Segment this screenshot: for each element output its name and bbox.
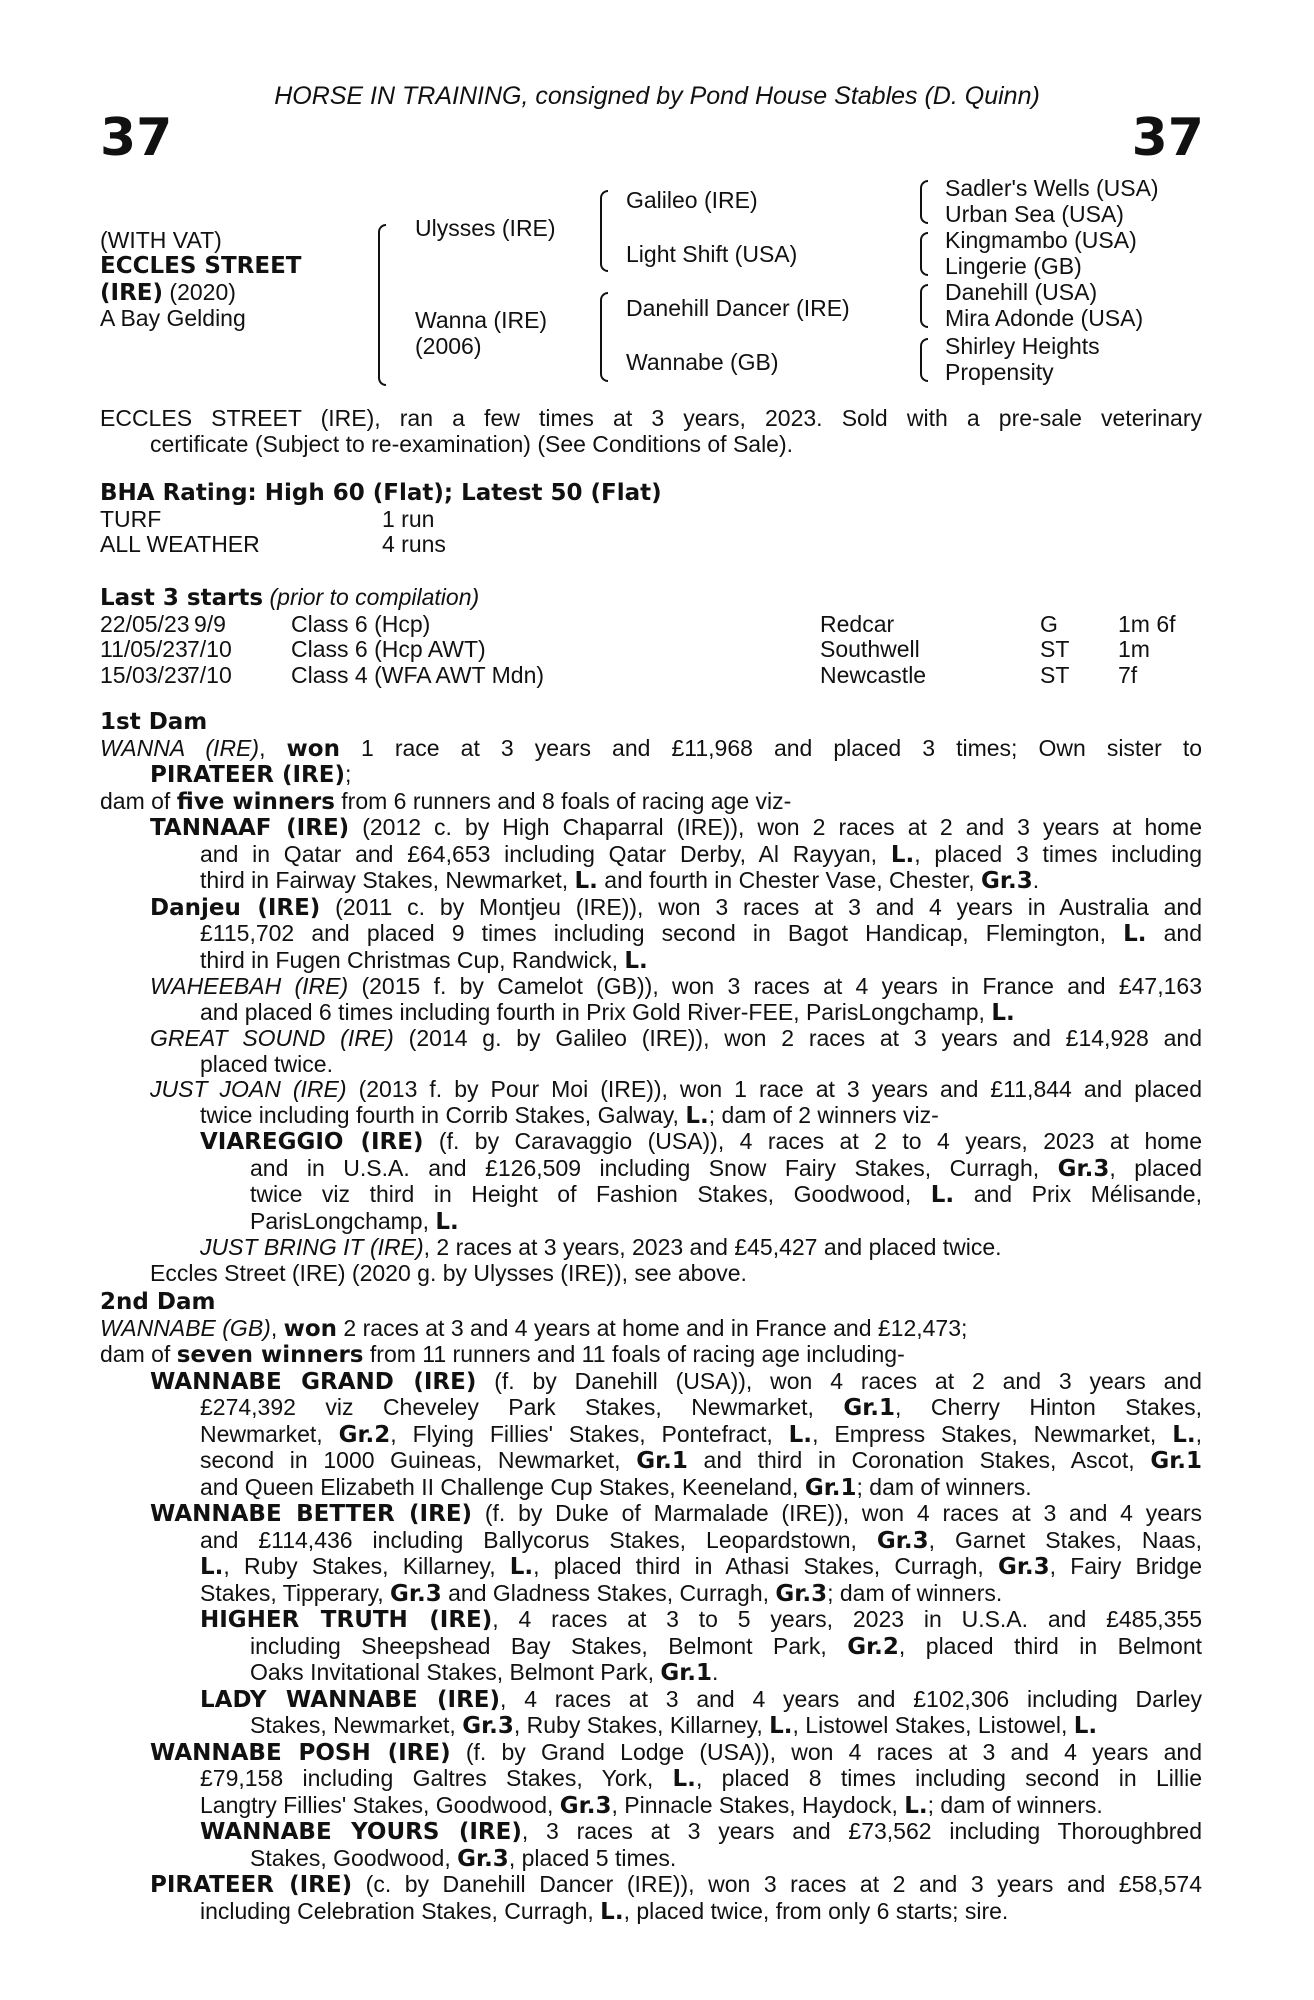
grade: L. xyxy=(509,1554,534,1580)
progeny-line-eccles: Eccles Street (IRE) (2020 g. by Ulysses (IRE)), see above. xyxy=(150,1259,747,1286)
progeny-name: Danjeu (IRE) xyxy=(150,894,321,921)
text: , 4 races at 3 to 5 years, 2023 in U.S.A. and £485,355 xyxy=(492,1606,1202,1632)
start-row xyxy=(100,612,1202,638)
grade: L. xyxy=(600,1898,624,1925)
start-going: ST xyxy=(1040,661,1070,688)
text: , placed 8 times including second in Lillie xyxy=(695,1765,1202,1791)
text: Stakes, Goodwood, xyxy=(250,1844,458,1871)
text: second in 1000 Guineas, Newmarket, xyxy=(200,1447,637,1473)
progeny-line xyxy=(100,1395,1202,1422)
grade: Gr.3 xyxy=(981,868,1033,894)
lot-number-right: 37 xyxy=(1131,108,1204,168)
last-starts-title-line xyxy=(100,585,1202,612)
dds: Shirley Heights xyxy=(945,333,1100,359)
progeny-line xyxy=(100,1766,1202,1793)
text: . xyxy=(712,1659,719,1685)
brace-2 xyxy=(920,232,928,276)
text: and fourth in Chester Vase, Chester, xyxy=(597,867,982,893)
text: , placed 5 times. xyxy=(508,1844,677,1871)
start-race: Class 4 (WFA AWT Mdn) xyxy=(291,661,545,688)
winners-count: five winners xyxy=(176,788,335,815)
rating-title: BHA Rating: High 60 (Flat); Latest 50 (Flat) xyxy=(100,480,662,506)
ssd: Urban Sea (USA) xyxy=(945,201,1124,227)
progeny-line xyxy=(100,1846,1202,1873)
grade: L. xyxy=(788,1421,813,1448)
grade: Gr.1 xyxy=(660,1660,713,1686)
start-distance: 1m 6f xyxy=(1118,610,1176,637)
second-dam-line xyxy=(100,1316,1202,1343)
sire-sire: Galileo (IRE) xyxy=(626,187,758,213)
progeny-line xyxy=(100,815,1202,842)
rating-surface: ALL WEATHER xyxy=(100,531,260,557)
text: , Garnet Stakes, Naas, xyxy=(928,1526,1203,1553)
text: £274,392 viz Cheveley Park Stakes, Newmarket, xyxy=(200,1394,844,1420)
text: (2012 c. by High Chaparral (IRE)), won 2 races at 2 and 3 years at home xyxy=(349,814,1202,840)
text: , xyxy=(270,1314,284,1341)
grade: Gr.3 xyxy=(559,1792,612,1819)
progeny-name: WANNABE YOURS (IRE) xyxy=(200,1819,522,1845)
progeny-line xyxy=(100,974,1202,1000)
dam-sire: Danehill Dancer (IRE) xyxy=(626,295,850,321)
sdd: Lingerie (GB) xyxy=(945,253,1082,279)
progeny-line xyxy=(100,1793,1202,1820)
sibling-name: PIRATEER (IRE) xyxy=(150,762,345,788)
progeny-name: WANNABE GRAND (IRE) xyxy=(150,1368,477,1395)
text: Stakes, Newmarket, xyxy=(250,1712,463,1738)
text: from 11 runners and 11 foals of racing age including- xyxy=(363,1341,905,1367)
text: including Sheepshead Bay Stakes, Belmont Park, xyxy=(250,1632,848,1659)
text: and in U.S.A. and £126,509 including Snow Fairy Stakes, Curragh, xyxy=(250,1154,1058,1181)
first-dam-title: 1st Dam xyxy=(100,709,208,735)
text: , placed 3 times including xyxy=(914,840,1202,867)
progeny-line xyxy=(100,1209,1202,1236)
horse-country: (IRE) xyxy=(100,280,164,306)
progeny-name: WANNABE POSH (IRE) xyxy=(150,1739,451,1766)
text: £79,158 including Galtres Stakes, York, xyxy=(200,1765,673,1791)
text: third in Fugen Christmas Cup, Randwick, xyxy=(200,946,625,973)
grade: L. xyxy=(1172,1421,1196,1448)
progeny-line xyxy=(100,1103,1202,1130)
grade: Gr.3 xyxy=(390,1580,442,1607)
start-position: 7/10 xyxy=(187,661,232,688)
second-dam-section xyxy=(100,1290,1202,1925)
text: (c. by Danehill Dancer (IRE)), won 3 races at 2 and 3 years and £58,574 xyxy=(352,1871,1202,1897)
grade: L. xyxy=(930,1182,955,1208)
progeny-line xyxy=(100,1819,1202,1846)
won-bold: won xyxy=(286,735,340,762)
grade: L. xyxy=(991,999,1015,1026)
rating-runs: 4 runs xyxy=(382,531,446,557)
text: , xyxy=(1195,1420,1202,1447)
text: ; dam of winners. xyxy=(927,1791,1103,1818)
text: , placed xyxy=(1109,1154,1202,1181)
progeny-line xyxy=(100,1235,1202,1261)
text: placed twice. xyxy=(200,1050,333,1077)
text: and placed 6 times including fourth in Prix Gold River-FEE, ParisLongchamp, xyxy=(200,998,992,1025)
lot-number-left: 37 xyxy=(100,108,173,168)
intro-paragraph xyxy=(100,406,1202,457)
progeny-line xyxy=(100,1129,1202,1156)
progeny-line xyxy=(100,1182,1202,1209)
text: , placed third in Belmont xyxy=(898,1632,1202,1659)
text: Langtry Fillies' Stakes, Goodwood, xyxy=(200,1791,560,1818)
vat-label: (WITH VAT) xyxy=(100,227,222,253)
progeny-name: VIAREGGIO (IRE) xyxy=(200,1129,424,1155)
grade: L. xyxy=(890,841,915,868)
text: , Flying Fillies' Stakes, Pontefract, xyxy=(390,1420,789,1447)
progeny-name: LADY WANNABE (IRE) xyxy=(200,1686,501,1713)
progeny-line xyxy=(100,868,1202,895)
grade: Gr.3 xyxy=(997,1554,1050,1580)
last-starts-note: (prior to compilation) xyxy=(263,584,480,610)
grade: L. xyxy=(672,1766,696,1792)
text: including Celebration Stakes, Curragh, xyxy=(200,1897,601,1924)
text: (2011 c. by Montjeu (IRE)), won 3 races at 3 and 4 years in Australia and xyxy=(320,893,1202,920)
text: , Ruby Stakes, Killarney, xyxy=(223,1553,510,1579)
intro-line-1: ECCLES STREET (IRE), ran a few times at 3 years, 2023. Sold with a pre-sale veterinary xyxy=(100,405,1202,431)
grade: Gr.1 xyxy=(636,1448,688,1474)
text: , placed third in Athasi Stakes, Curragh, xyxy=(533,1553,998,1579)
text: Newmarket, xyxy=(200,1420,339,1447)
progeny-line xyxy=(100,1687,1202,1714)
sire: Ulysses (IRE) xyxy=(415,215,556,241)
text: and xyxy=(1146,920,1202,946)
start-going: ST xyxy=(1040,636,1070,662)
dam-dam: Wannabe (GB) xyxy=(626,349,779,375)
text: Stakes, Tipperary, xyxy=(200,1579,391,1606)
progeny-line xyxy=(100,1501,1202,1528)
consignment-header: HORSE IN TRAINING, consigned by Pond House Stables (D. Quinn) xyxy=(274,82,1040,110)
text: and third in Coronation Stakes, Ascot, xyxy=(687,1447,1151,1473)
progeny-line xyxy=(100,1369,1202,1396)
start-row xyxy=(100,637,1202,663)
text: (f. by Caravaggio (USA)), 4 races at 2 to 4 years, 2023 at home xyxy=(423,1128,1202,1154)
grade: Gr.3 xyxy=(775,1580,828,1607)
progeny-name: PIRATEER (IRE) xyxy=(150,1872,353,1898)
grade: L. xyxy=(435,1208,459,1235)
progeny-line xyxy=(100,1554,1202,1581)
progeny-name: WAHEEBAH (IRE) xyxy=(150,973,349,999)
progeny-line xyxy=(100,1448,1202,1475)
text: . xyxy=(1032,867,1040,893)
text: and Gladness Stakes, Curragh, xyxy=(441,1579,776,1606)
progeny-line xyxy=(100,1475,1202,1502)
text: from 6 runners and 8 foals of racing age viz- xyxy=(334,787,792,814)
grade: L. xyxy=(200,1554,224,1580)
text: ; dam of winners. xyxy=(856,1473,1032,1500)
grade: Gr.1 xyxy=(804,1474,857,1501)
start-distance: 1m xyxy=(1118,636,1150,662)
progeny-line xyxy=(100,1607,1202,1634)
dam: Wanna (IRE) xyxy=(415,307,548,333)
text: £115,702 and placed 9 times including second in Bagot Handicap, Flemington, xyxy=(200,920,1124,946)
sss: Sadler's Wells (USA) xyxy=(945,175,1159,201)
progeny-line xyxy=(100,1026,1202,1052)
start-course: Newcastle xyxy=(820,661,927,688)
start-date: 11/05/23 xyxy=(100,636,188,662)
text: twice viz third in Height of Fashion Stakes, Goodwood, xyxy=(250,1181,931,1207)
last-starts-section xyxy=(100,585,1202,688)
grade: Gr.1 xyxy=(1150,1448,1202,1474)
dam-name: WANNABE (GB) xyxy=(100,1314,271,1341)
horse-year: (2020) xyxy=(163,279,236,305)
progeny-line xyxy=(100,1156,1202,1183)
grade: L. xyxy=(904,1792,928,1819)
text: dam of xyxy=(100,787,177,814)
start-date: 15/03/23 xyxy=(100,661,190,688)
text: , Cherry Hinton Stakes, xyxy=(895,1394,1202,1420)
progeny-line xyxy=(100,1899,1202,1926)
text: third in Fairway Stakes, Newmarket, xyxy=(200,867,575,893)
text: , Pinnacle Stakes, Haydock, xyxy=(611,1791,905,1818)
start-race: Class 6 (Hcp AWT) xyxy=(291,636,486,662)
progeny-line xyxy=(100,1581,1202,1608)
intro-line-2: certificate (Subject to re-examination) (See Conditions of Sale). xyxy=(150,430,794,457)
sds: Kingmambo (USA) xyxy=(945,227,1137,253)
start-going: G xyxy=(1040,610,1058,637)
pedigree-table xyxy=(0,172,1314,392)
progeny-name: TANNAAF (IRE) xyxy=(150,815,350,841)
first-dam-line xyxy=(100,736,1202,763)
grade: Gr.1 xyxy=(843,1395,896,1421)
text: ParisLongchamp, xyxy=(250,1207,436,1234)
start-row xyxy=(100,663,1202,689)
progeny-line xyxy=(100,895,1202,922)
text: , Empress Stakes, Newmarket, xyxy=(812,1420,1173,1447)
brace-4 xyxy=(920,338,928,382)
sire-dam-brace xyxy=(378,224,386,386)
text: ; dam of winners. xyxy=(827,1579,1003,1606)
winners-count: seven winners xyxy=(176,1342,364,1368)
start-course: Redcar xyxy=(820,610,895,637)
text: , xyxy=(259,734,287,761)
progeny-line xyxy=(100,1528,1202,1555)
progeny-name: WANNABE BETTER (IRE) xyxy=(150,1501,473,1527)
grade: L. xyxy=(624,947,648,974)
ddd: Propensity xyxy=(945,359,1054,385)
progeny-name: GREAT SOUND (IRE) xyxy=(150,1025,394,1051)
progeny-line xyxy=(100,1660,1202,1687)
first-dam-section xyxy=(100,710,1202,1286)
progeny-line xyxy=(100,948,1202,975)
text: and Prix Mélisande, xyxy=(954,1181,1202,1207)
horse-description: A Bay Gelding xyxy=(100,305,246,331)
text: (2014 g. by Galileo (IRE)), won 2 races at 3 years and £14,928 and xyxy=(393,1025,1202,1051)
progeny-name: HIGHER TRUTH (IRE) xyxy=(200,1607,493,1633)
rating-runs: 1 run xyxy=(382,505,435,532)
progeny-line xyxy=(100,1713,1202,1740)
grade: L. xyxy=(1123,921,1147,947)
text: 1 race at 3 years and £11,968 and placed 3 times; Own sister to xyxy=(339,734,1203,761)
text: ; dam of 2 winners viz- xyxy=(708,1101,939,1128)
brace-1 xyxy=(920,180,928,224)
sire-dam: Light Shift (USA) xyxy=(626,241,798,267)
rating-surface: TURF xyxy=(100,505,162,532)
progeny-line xyxy=(100,1872,1202,1899)
grade: Gr.3 xyxy=(462,1713,514,1739)
progeny-line xyxy=(100,1422,1202,1449)
start-date: 22/05/23 xyxy=(100,610,190,637)
progeny-line xyxy=(100,842,1202,869)
start-course: Southwell xyxy=(820,636,920,662)
text: , Ruby Stakes, Killarney, xyxy=(513,1712,770,1738)
start-race: Class 6 (Hcp) xyxy=(291,610,431,637)
dam-year: (2006) xyxy=(415,333,482,359)
progeny-name: JUST BRING IT (IRE) xyxy=(200,1234,424,1260)
dam-name: WANNA (IRE) xyxy=(100,734,260,761)
text: , 3 races at 3 years and £73,562 including Thoroughbred xyxy=(521,1818,1202,1844)
won-bold: won xyxy=(283,1315,338,1342)
second-dam-line xyxy=(100,1342,1202,1369)
text: (2015 f. by Camelot (GB)), won 3 races at 4 years in France and £47,163 xyxy=(348,973,1202,999)
grade: Gr.3 xyxy=(1057,1155,1110,1182)
grade: L. xyxy=(574,868,598,894)
start-distance: 7f xyxy=(1118,661,1138,688)
text: (f. by Grand Lodge (USA)), won 4 races at 3 and 4 years and xyxy=(450,1738,1202,1765)
text: and £114,436 including Ballycorus Stakes, Leopardstown, xyxy=(200,1526,877,1553)
progeny-line xyxy=(100,1052,1202,1078)
text: (2013 f. by Pour Moi (IRE)), won 1 race at 3 years and £11,844 and placed xyxy=(346,1076,1203,1102)
second-dam-title: 2nd Dam xyxy=(100,1289,216,1315)
rating-row-turf xyxy=(100,507,1202,533)
text: , 2 races at 3 years, 2023 and £45,427 and placed twice. xyxy=(423,1234,1002,1260)
text: ; xyxy=(344,761,352,787)
start-position: 9/9 xyxy=(194,610,226,637)
progeny-line xyxy=(100,1740,1202,1767)
text: Oaks Invitational Stakes, Belmont Park, xyxy=(250,1659,661,1685)
progeny-line xyxy=(100,921,1202,948)
dsd: Mira Adonde (USA) xyxy=(945,305,1144,331)
first-dam-line xyxy=(100,789,1202,816)
dss: Danehill (USA) xyxy=(945,279,1098,305)
text: 2 races at 3 and 4 years at home and in France and £12,473; xyxy=(337,1314,968,1341)
rating-row-aw xyxy=(100,532,1202,558)
brace-3 xyxy=(920,284,928,328)
last-starts-title: Last 3 starts xyxy=(100,585,264,611)
text: twice including fourth in Corrib Stakes, Galway, xyxy=(200,1101,686,1128)
grade: Gr.2 xyxy=(847,1633,899,1660)
text: (f. by Danehill (USA)), won 4 races at 2 and 3 years and xyxy=(476,1367,1202,1394)
text: and Queen Elizabeth II Challenge Cup Stakes, Keeneland, xyxy=(200,1473,805,1500)
grade: Gr.2 xyxy=(338,1421,391,1448)
text: , placed twice, from only 6 starts; sire. xyxy=(623,1897,1009,1924)
grade: L. xyxy=(1073,1713,1098,1739)
text: , Listowel Stakes, Listowel, xyxy=(792,1712,1074,1738)
progeny-line xyxy=(100,1634,1202,1661)
progeny-name: JUST JOAN (IRE) xyxy=(150,1076,347,1102)
text: , Fairy Bridge xyxy=(1049,1553,1202,1579)
grade: Gr.3 xyxy=(876,1527,929,1554)
start-position: 7/10 xyxy=(187,636,232,662)
dam-line-brace xyxy=(600,292,608,382)
sire-line-brace xyxy=(600,190,608,272)
horse-name: ECCLES STREET xyxy=(100,253,302,279)
first-dam-line xyxy=(100,762,1202,789)
horse-name-suffix xyxy=(100,280,236,307)
grade: L. xyxy=(769,1713,793,1739)
progeny-line xyxy=(100,1000,1202,1027)
grade: Gr.3 xyxy=(457,1845,509,1872)
progeny-line xyxy=(100,1077,1202,1103)
text: dam of xyxy=(100,1341,177,1367)
grade: L. xyxy=(685,1102,709,1129)
text: , 4 races at 3 and 4 years and £102,306 including Darley xyxy=(500,1685,1202,1712)
text: (f. by Duke of Marmalade (IRE)), won 4 races at 3 and 4 years xyxy=(472,1500,1203,1526)
rating-section xyxy=(100,481,1202,558)
text: and in Qatar and £64,653 including Qatar Derby, Al Rayyan, xyxy=(200,840,891,867)
